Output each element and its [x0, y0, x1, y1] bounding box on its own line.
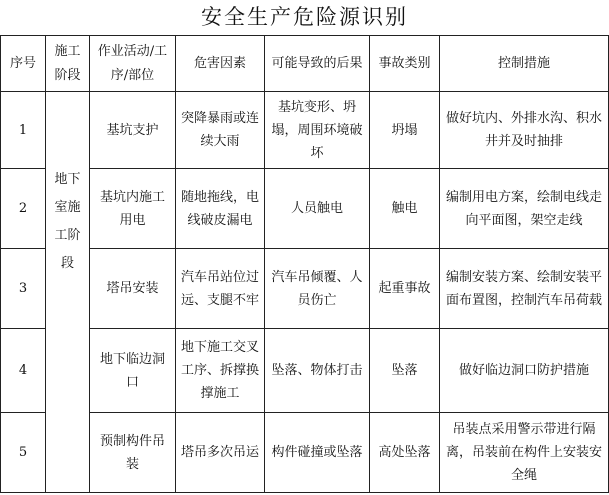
- cell-activity: 塔吊安装: [90, 249, 176, 329]
- cell-stage: [46, 92, 90, 493]
- cell-accident: 坍塌: [370, 92, 440, 169]
- table-row: [1, 329, 609, 413]
- header-stage: 施工阶段: [46, 36, 90, 92]
- cell-hazard: 塔吊多次吊运: [176, 413, 265, 493]
- cell-accident: 坠落: [370, 329, 440, 413]
- cell-control: 做好临边洞口防护措施: [440, 329, 609, 413]
- table-row: [1, 413, 609, 493]
- cell-hazard: 突降暴雨或连续大雨: [176, 92, 265, 169]
- cell-activity: 基坑支护: [90, 92, 176, 169]
- cell-hazard: 随地拖线，电线破皮漏电: [176, 169, 265, 249]
- table-row: [1, 249, 609, 329]
- cell-control: 编制用电方案，绘制电线走向平面图，架空走线: [440, 169, 609, 249]
- cell-hazard: 汽车吊站位过远、支腿不牢: [176, 249, 265, 329]
- header-seq: 序号: [1, 36, 46, 92]
- cell-seq: 4: [1, 329, 46, 413]
- cell-accident: 起重事故: [370, 249, 440, 329]
- cell-activity: 预制构件吊装: [90, 413, 176, 493]
- header-result: 可能导致的后果: [265, 36, 370, 92]
- cell-seq: 2: [1, 169, 46, 249]
- header-activity: 作业活动/工序/部位: [90, 36, 176, 92]
- table-row: [1, 92, 609, 169]
- cell-control: 编制安装方案、绘制安装平面布置图，控制汽车吊荷载: [440, 249, 609, 329]
- cell-accident: 触电: [370, 169, 440, 249]
- page-title: 安全生产危险源识别: [201, 5, 408, 29]
- cell-activity: 基坑内施工用电: [90, 169, 176, 249]
- cell-result: 构件碰撞或坠落: [265, 413, 370, 493]
- table-row: [1, 169, 609, 249]
- cell-seq: 5: [1, 413, 46, 493]
- cell-result: 人员触电: [265, 169, 370, 249]
- header-accident: 事故类别: [370, 36, 440, 92]
- cell-seq: 1: [1, 92, 46, 169]
- stage-label: 地下室施工阶段: [54, 172, 81, 271]
- header-control: 控制措施: [440, 36, 609, 92]
- cell-hazard: 地下施工交叉工序、拆撑换撑施工: [176, 329, 265, 413]
- cell-control: 做好坑内、外排水沟、积水井并及时抽排: [440, 92, 609, 169]
- header-hazard: 危害因素: [176, 36, 265, 92]
- cell-result: 汽车吊倾覆、人员伤亡: [265, 249, 370, 329]
- cell-result: 基坑变形、坍塌，周围环境破坏: [265, 92, 370, 169]
- cell-result: 坠落、物体打击: [265, 329, 370, 413]
- cell-seq: 3: [1, 249, 46, 329]
- hazard-table: [0, 35, 609, 493]
- cell-control: 吊装点采用警示带进行隔离，吊装前在构件上安装安全绳: [440, 413, 609, 493]
- cell-accident: 高处坠落: [370, 413, 440, 493]
- table-header-row: [1, 36, 609, 92]
- cell-activity: 地下临边洞口: [90, 329, 176, 413]
